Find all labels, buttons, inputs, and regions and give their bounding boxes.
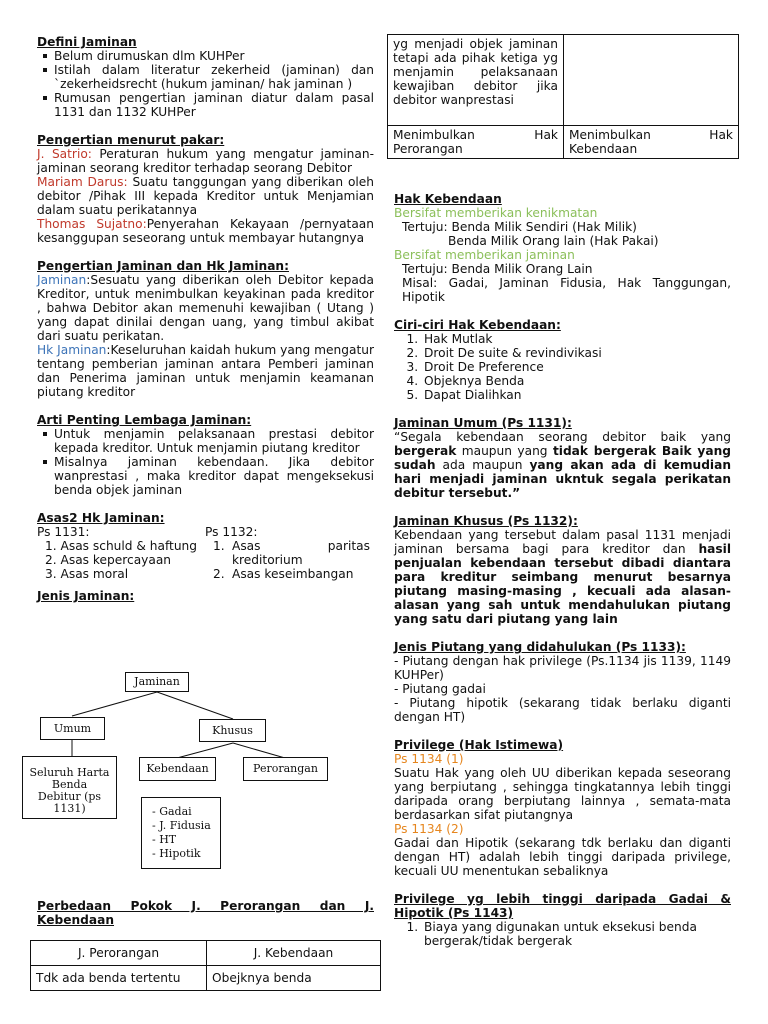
arti-title: Arti Penting Lembaga Jaminan: — [37, 413, 252, 427]
perbedaan-table — [30, 940, 381, 991]
table-cell — [388, 126, 564, 159]
list-item: 3. Droit De Preference — [422, 360, 731, 374]
khusus-text — [394, 528, 731, 626]
hak-line: Benda Milik Orang lain (Hak Pakai) — [448, 234, 659, 248]
khusus-title: Jaminan Khusus (Ps 1132): — [394, 514, 578, 528]
asas-block — [37, 525, 374, 581]
list-item: 1. Hak Mutlak — [422, 332, 731, 346]
asas-item: Asas keseimbangan — [232, 567, 354, 581]
list-item: 1. Asas paritas kreditorium — [213, 539, 370, 567]
defini-title: Defini Jaminan — [37, 35, 137, 49]
list-item: Belum dirumuskan dlm KUHPer — [54, 49, 374, 63]
hak-line: Tertuju: Benda Milik Sendiri (Hak Milik) — [402, 220, 637, 234]
pakar-entry — [37, 217, 374, 245]
asas-item: Asas kepercayaan — [60, 553, 172, 567]
privilege-tinggi-list — [394, 920, 731, 948]
table-header: J. Perorangan — [31, 941, 207, 966]
pakar-name: Thomas Sujatno: — [37, 217, 147, 231]
list-item: - Hipotik — [152, 847, 201, 860]
right-column — [394, 192, 731, 948]
list-item: - HT — [152, 833, 177, 846]
pasal-label: Ps 1134 (1) — [394, 752, 464, 766]
list-item: 5. Dapat Dialihkan — [422, 388, 731, 402]
term-text: :Sesuatu yang diberikan oleh Debitor kepada Kreditor, untuk menimbulkan keyakinan pada kreditor , bahwa Debitor akan memenuhi kewajiban ( Utang ) yang dapat dinilai dengan uang, yang timbul akibat dari suatu perikatan. — [37, 273, 374, 343]
node-perorangan: Perorangan — [243, 757, 328, 781]
pengertian-title: Pengertian Jaminan dan Hk Jaminan: — [37, 259, 289, 273]
text-run: hasil penjualan kebendaan tersebut dibadi diantara para kreditur seimbang menurut besarnya piutang masing-masing , kecuali ada alasan-alasan yang sah untuk mendahulukan piutang yang satu dari piutang yang lain — [394, 542, 731, 626]
table-cell: Menimbulkan Hak Kebendaan — [564, 126, 739, 159]
hak-line: Misal: Gadai, Jaminan Fidusia, Hak Tanggungan, Hipotik — [402, 276, 731, 304]
table-row — [31, 966, 381, 991]
pakar-name: J. Satrio: — [37, 147, 92, 161]
text-run: Kebendaan yang tersebut dalam pasal 1131 menjadi jaminan bersama bagi para kreditor dan — [394, 528, 731, 556]
asas-title: Asas2 Hk Jaminan: — [37, 511, 165, 525]
perbedaan-table-continued — [387, 34, 739, 159]
piutang-title: Jenis Piutang yang didahulukan (Ps 1133): — [394, 640, 686, 654]
asas-item: Asas paritas kreditorium — [232, 539, 370, 567]
ps1131-label: Ps 1131: — [37, 525, 90, 539]
bullet-text: Bersifat memberikan jaminan — [394, 248, 575, 262]
text-run: ada maupun — [435, 458, 530, 472]
table-cell — [564, 35, 739, 126]
pakar-name: Mariam Darus: — [37, 175, 128, 189]
ciri-list — [394, 332, 731, 402]
perbedaan-title: Perbedaan Pokok J. Perorangan dan J. Kebendaan — [37, 899, 374, 927]
text-run: tidak bergerak Baik yang sudah — [394, 444, 731, 472]
list-item: Untuk menjamin pelaksanaan prestasi debitor kepada kreditor. Untuk menjamin piutang kreditor — [54, 427, 374, 455]
pakar-text: Peraturan hukum yang mengatur jaminan-jaminan seorang kreditor terhadap seorang Debitor — [37, 147, 374, 175]
list-item: 3. Asas moral — [45, 567, 129, 581]
hak-line: Tertuju: Benda Milik Orang Lain — [402, 262, 593, 276]
node-kebendaan-list — [141, 797, 221, 869]
table-row — [388, 126, 739, 159]
bullet-text: Bersifat memberikan kenikmatan — [394, 206, 598, 220]
pakar-text: Penyerahan Kekayaan /pernyataan kesanggupan seseorang untuk membayar hutangnya — [37, 217, 374, 245]
text-run: bergerak — [394, 444, 457, 458]
list-item: - Piutang hipotik (sekarang tidak berlaku diganti dengan HT) — [394, 696, 731, 724]
node-seluruh-harta: Seluruh Harta Benda Debitur (ps 1131) — [22, 756, 117, 819]
list-item: 1. Asas schuld & haftung — [45, 539, 197, 553]
table-row — [31, 941, 381, 966]
pasal-label: Ps 1134 (2) — [394, 822, 464, 836]
ps1132-label: Ps 1132: — [205, 525, 258, 539]
hak-kebendaan-b1 — [394, 206, 731, 220]
asas-item: Asas schuld & haftung — [60, 539, 197, 553]
pengertian-entry — [37, 343, 374, 399]
list-item: 1. Biaya yang digunakan untuk eksekusi benda bergerak/tidak bergerak — [422, 920, 731, 948]
node-jaminan: Jaminan — [125, 672, 189, 692]
term-text: :Keseluruhan kaidah hukum yang mengatur tentang pemberian jaminan antara Pemberi jaminan dan Penerima jaminan untuk menjamin keamanan piutang kreditor — [37, 343, 374, 399]
text-run: yang akan ada di kemudian hari menjadi jaminan ukntuk segala perikatan debitur tersebut.” — [394, 458, 731, 500]
defini-list — [37, 49, 374, 119]
list-item: - Piutang gadai — [394, 682, 486, 696]
asas-item: Asas moral — [60, 567, 129, 581]
table-header: J. Kebendaan — [207, 941, 381, 966]
pakar-title: Pengertian menurut pakar: — [37, 133, 225, 147]
list-item: Rumusan pengertian jaminan diatur dalam pasal 1131 dan 1132 KUHPer — [54, 91, 374, 119]
pengertian-entry — [37, 273, 374, 343]
left-column — [37, 35, 374, 603]
term-name: Hk Jaminan — [37, 343, 107, 357]
table-row — [388, 35, 739, 126]
list-item: Misalnya jaminan kebendaan. Jika debitor wanprestasi , maka kreditor dapat mengeksekusi benda objek jaminan — [54, 455, 374, 497]
privilege-text: Gadai dan Hipotik (sekarang tdk berlaku dan diganti dengan HT) adalah lebih tinggi daripada privilege, kecuali UU menentukan sebaliknya — [394, 836, 731, 878]
asas-left-list — [45, 539, 215, 581]
pakar-entry — [37, 147, 374, 175]
node-umum: Umum — [40, 717, 105, 740]
list-item: 4. Objeknya Benda — [422, 374, 731, 388]
jenis-title: Jenis Jaminan: — [37, 589, 135, 603]
node-kebendaan: Kebendaan — [139, 757, 216, 781]
privilege-tinggi-title: Privilege yg lebih tinggi daripada Gadai & Hipotik (Ps 1143) — [394, 892, 731, 920]
table-cell: Obejknya benda — [207, 966, 381, 991]
pakar-entry — [37, 175, 374, 217]
privilege-text: Suatu Hak yang oleh UU diberikan kepada seseorang yang berpiutang , sehingga tingkatannya lebih tinggi daripada orang berpiutang lainnya , semata-mata berdasarkan sifat piutangnya — [394, 766, 731, 822]
umum-text — [394, 430, 731, 500]
node-khusus: Khusus — [199, 719, 266, 742]
list-item: - Gadai — [152, 805, 192, 818]
list-item: 2. Asas kepercayaan — [45, 553, 172, 567]
text-run: “Segala kebendaan seorang debitor baik yang — [394, 430, 731, 444]
term-name: Jaminan — [37, 273, 87, 287]
cell-text: Menimbulkan Hak Perorangan — [393, 128, 558, 156]
list-item: - J. Fidusia — [152, 819, 211, 832]
text-run: maupun yang — [456, 444, 553, 458]
list-item: 2. Droit De suite & revindivikasi — [422, 346, 731, 360]
list-item: - Piutang dengan hak privilege (Ps.1134 jis 1139, 1149 KUHPer) — [394, 654, 731, 682]
table-cell: Tdk ada benda tertentu — [31, 966, 207, 991]
ciri-title: Ciri-ciri Hak Kebendaan: — [394, 318, 561, 332]
arti-list — [37, 427, 374, 497]
asas-right-list — [213, 539, 370, 581]
privilege-title: Privilege (Hak Istimewa) — [394, 738, 564, 752]
table-cell: yg menjadi objek jaminan tetapi ada pihak ketiga yg menjamin pelaksanaan kewajiban debitor jika debitor wanprestasi — [388, 35, 564, 126]
list-item: 2. Asas keseimbangan — [213, 567, 354, 581]
umum-title: Jaminan Umum (Ps 1131): — [394, 416, 572, 430]
jenis-jaminan-diagram — [0, 660, 384, 880]
hak-kebendaan-b2 — [394, 248, 731, 262]
list-item: Istilah dalam literatur zekerheid (jaminan) dan `zekerheidsrecht (hukum jaminan/ hak jaminan ) — [54, 63, 374, 91]
pakar-text: Suatu tanggungan yang diberikan oleh debitor /Pihak III kepada Kreditor untuk Menjamian dalam suatu perikatannya — [37, 175, 375, 217]
hak-kebendaan-title: Hak Kebendaan — [394, 192, 502, 206]
